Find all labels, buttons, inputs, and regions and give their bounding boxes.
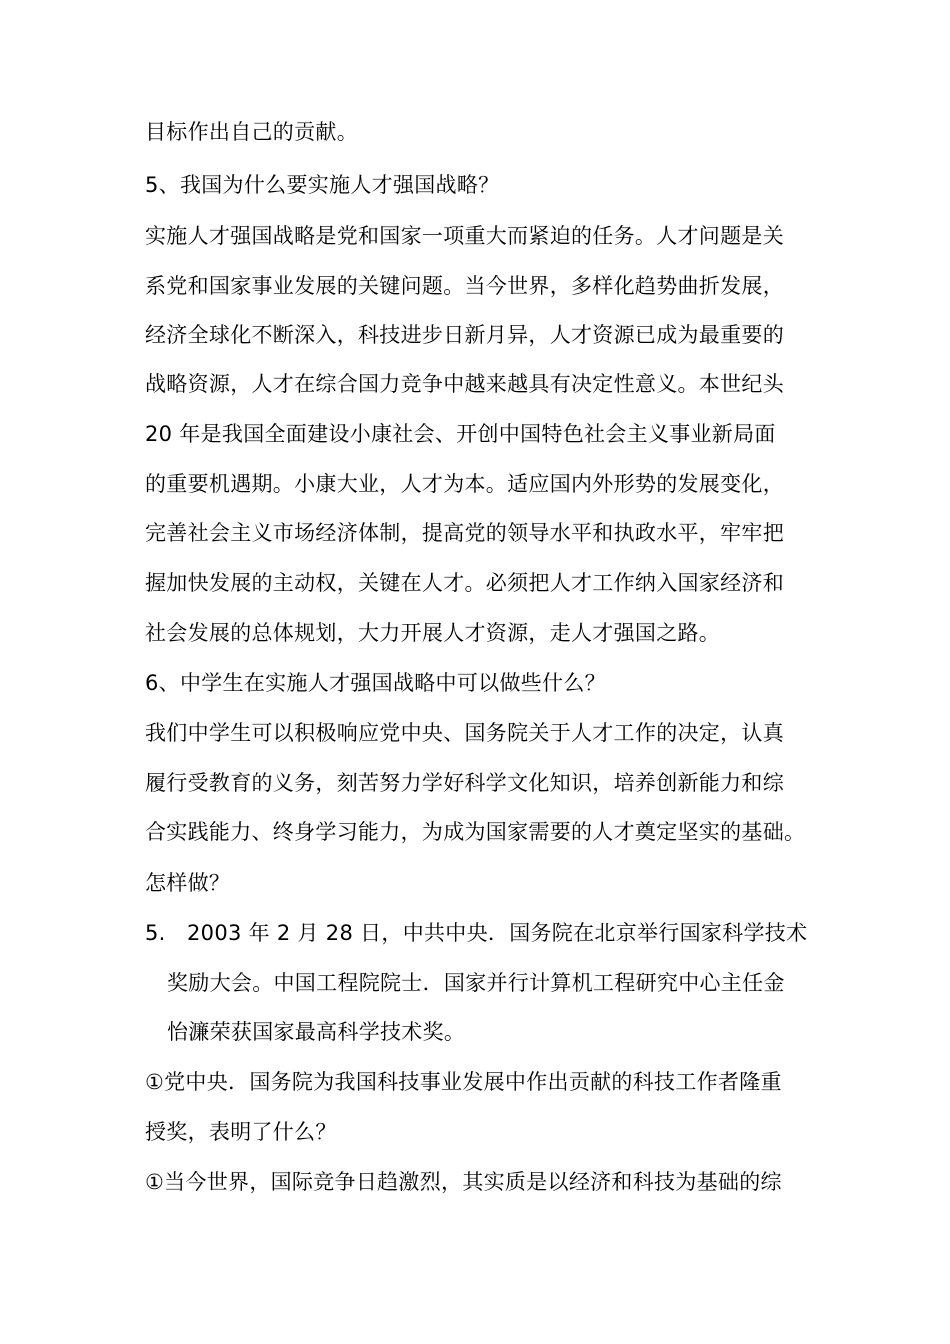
text-line: 社会发展的总体规划，大力开展人才资源，走人才强国之路。 [145, 621, 721, 645]
text-line: 合实践能力、终身学习能力，为成为国家需要的人才奠定坚实的基础。 [145, 820, 806, 844]
question-1-line: 授奖，表明了什么？ [145, 1120, 337, 1144]
text-line: 经济全球化不断深入，科技进步日新月异，人才资源已成为最重要的 [145, 323, 784, 347]
text-line: 的重要机遇期。小康大业，人才为本。适应国内外形势的发展变化， [145, 472, 784, 496]
text-line: 完善社会主义市场经济体制，提高党的领导水平和执政水平，牢牢把 [145, 521, 784, 545]
text-line: 怎样做？ [145, 871, 231, 895]
text-line: 战略资源，人才在综合国力竞争中越来越具有决定性意义。本世纪头 [145, 372, 784, 396]
text-line: 20 年是我国全面建设小康社会、开创中国特色社会主义事业新局面 [145, 422, 776, 446]
item-5-number: 5. [145, 921, 166, 945]
text-line: 目标作出自己的贡献。 [145, 120, 358, 144]
answer-1-line: ①当今世界，国际竞争日趋激烈，其实质是以经济和科技为基础的综 [145, 1170, 782, 1194]
item-5-line: 奖励大会。中国工程院院士．国家并行计算机工程研究中心主任金 [167, 971, 785, 995]
item-5-line [145, 919, 807, 947]
text-line: 我们中学生可以积极响应党中央、国务院关于人才工作的决定，认真 [145, 721, 784, 745]
item-5-text: 2003 年 2 月 28 日，中共中央．国务院在北京举行国家科学技术 [187, 921, 808, 945]
question-6-heading: 6、中学生在实施人才强国战略中可以做些什么？ [145, 671, 606, 695]
text-line: 实施人才强国战略是党和国家一项重大而紧迫的任务。人才问题是关 [145, 224, 784, 248]
question-5-heading: 5、我国为什么要实施人才强国战略？ [145, 173, 500, 197]
question-1-line: ①党中央．国务院为我国科技事业发展中作出贡献的科技工作者隆重 [145, 1070, 782, 1094]
text-line: 履行受教育的义务，刻苦努力学好科学文化知识，培养创新能力和综 [145, 771, 784, 795]
text-line: 握加快发展的主动权，关键在人才。必须把人才工作纳入国家经济和 [145, 571, 784, 595]
text-line: 系党和国家事业发展的关键问题。当今世界，多样化趋势曲折发展， [145, 274, 784, 298]
item-5-line: 怡濂荣获国家最高科学技术奖。 [167, 1020, 466, 1044]
